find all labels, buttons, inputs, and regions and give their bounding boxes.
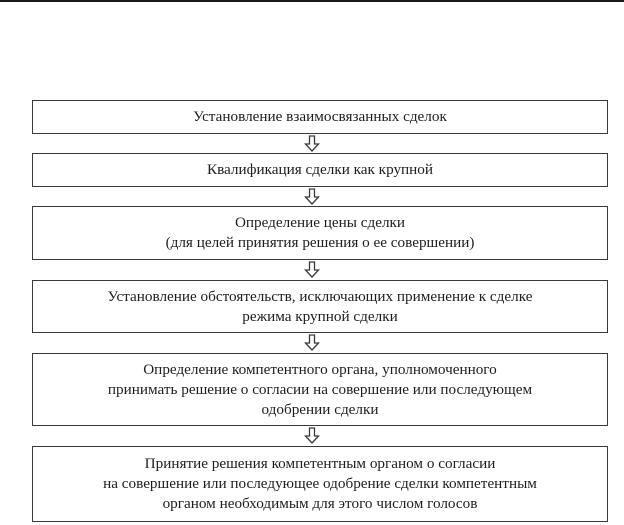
hollow-down-arrow-icon bbox=[304, 261, 320, 278]
flow-step-1-text: Установление взаимосвязанных сделок bbox=[193, 108, 447, 125]
flow-step-2-text: Квалификация сделки как крупной bbox=[206, 161, 434, 178]
top-border-rule bbox=[0, 0, 624, 2]
flow-step-3-line-2: (для целей принятия решения о ее совершении) bbox=[165, 234, 475, 251]
flow-step-5-line-3: одобрении сделки bbox=[261, 400, 379, 418]
hollow-down-arrow-icon bbox=[304, 135, 320, 152]
flow-step-3-line-1: Определение цены сделки bbox=[234, 214, 406, 231]
flow-step-4 bbox=[32, 280, 608, 333]
flow-step-5-line-1: Определение компетентного органа, уполномоченного bbox=[143, 360, 497, 378]
flow-step-5 bbox=[32, 353, 608, 426]
flow-step-1 bbox=[32, 100, 608, 134]
hollow-down-arrow-icon bbox=[304, 188, 320, 205]
flow-step-6-line-3: органом необходимым для этого числом голосов bbox=[162, 495, 478, 512]
flow-step-5-line-2: принимать решение о согласии на совершение или последующем bbox=[107, 380, 533, 398]
flow-step-3 bbox=[32, 206, 608, 260]
flow-step-6-line-2: на совершение или последующее одобрение сделки компетентным bbox=[103, 475, 537, 492]
flow-step-4-line-1: Установление обстоятельств, исключающих применение к сделке bbox=[107, 287, 533, 305]
flow-step-4-line-2: режима крупной сделки bbox=[242, 307, 398, 325]
flow-step-6-line-1: Принятие решения компетентным органом о согласии bbox=[144, 455, 496, 472]
hollow-down-arrow-icon bbox=[304, 334, 320, 351]
flow-step-2 bbox=[32, 153, 608, 187]
flow-step-6 bbox=[32, 446, 608, 522]
hollow-down-arrow-icon bbox=[304, 427, 320, 444]
